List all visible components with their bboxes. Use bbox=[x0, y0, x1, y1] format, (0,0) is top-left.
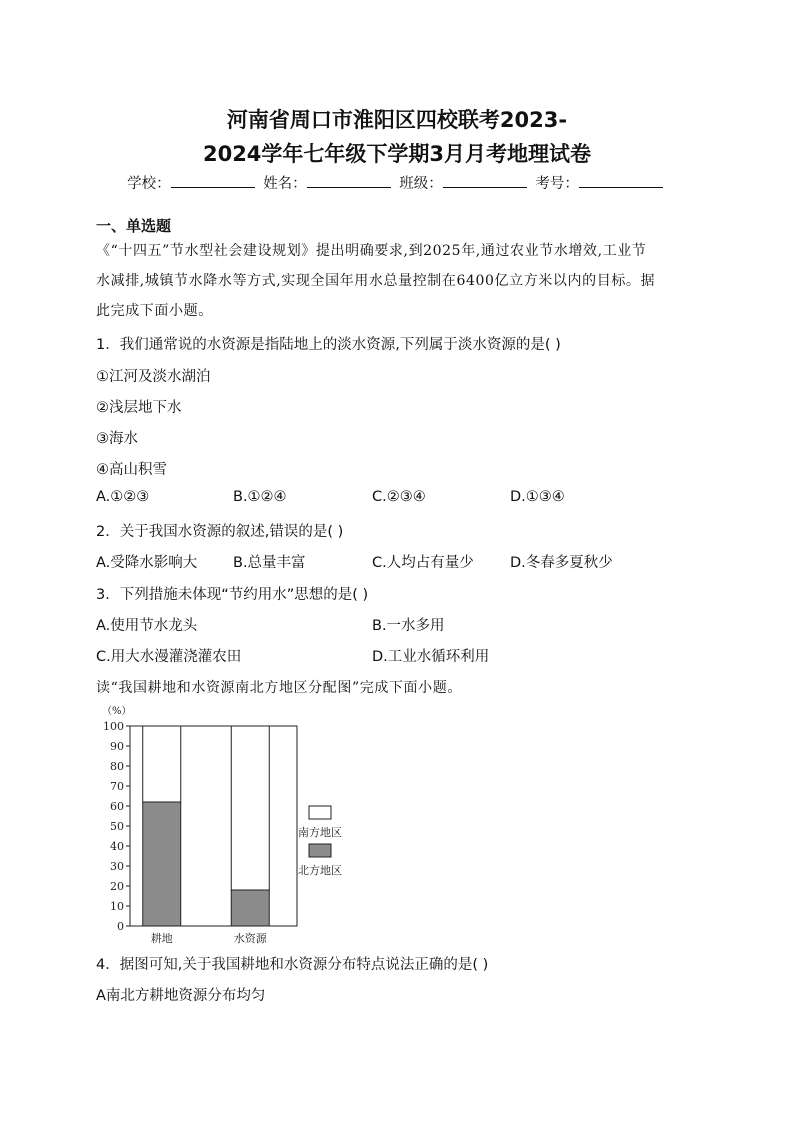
y-tick-label: 80 bbox=[110, 760, 124, 773]
question-item: ④高山积雪 bbox=[96, 462, 167, 478]
y-tick-label: 0 bbox=[117, 920, 124, 933]
school-label: 学校： bbox=[127, 176, 171, 192]
legend-label: 南方地区 bbox=[298, 826, 342, 839]
y-tick-label: 90 bbox=[110, 740, 124, 753]
name-label: 姓名： bbox=[263, 176, 307, 192]
section-title: 一、单选题 bbox=[96, 217, 172, 235]
y-tick-label: 70 bbox=[110, 780, 124, 793]
exam-number-label: 考号： bbox=[535, 176, 579, 192]
y-tick-label: 60 bbox=[110, 800, 124, 813]
option-a[interactable]: A.受降水影响大 bbox=[96, 555, 198, 571]
option-c[interactable]: C.②③④ bbox=[372, 489, 426, 505]
option-a[interactable]: A南北方耕地资源分布均匀 bbox=[96, 988, 266, 1004]
y-tick-label: 30 bbox=[110, 860, 124, 873]
option-c[interactable]: C.人均占有量少 bbox=[372, 555, 474, 571]
option-c[interactable]: C.用大水漫灌浇灌农田 bbox=[96, 649, 242, 665]
name-blank[interactable] bbox=[307, 173, 391, 188]
page-title-line2: 2024学年七年级下学期3月月考地理试卷 bbox=[202, 142, 592, 166]
exam-number-blank[interactable] bbox=[579, 173, 663, 188]
passage-1-line: 此完成下面小题。 bbox=[96, 303, 213, 319]
option-b[interactable]: B.一水多用 bbox=[372, 618, 445, 634]
y-tick-label: 10 bbox=[110, 900, 124, 913]
y-tick-label: 50 bbox=[110, 820, 124, 833]
option-d[interactable]: D.冬春多夏秋少 bbox=[510, 555, 613, 571]
x-tick-label: 耕地 bbox=[150, 932, 173, 945]
bar-south-0 bbox=[143, 726, 181, 802]
chart-legend bbox=[298, 806, 342, 877]
page-title-line1: 河南省周口市淮阳区四校联考2023- bbox=[226, 108, 568, 132]
student-info-row bbox=[0, 172, 794, 193]
question-item: ①江河及淡水湖泊 bbox=[96, 369, 211, 385]
y-tick-label: 20 bbox=[110, 880, 124, 893]
legend-swatch bbox=[309, 806, 331, 819]
question-item: ③海水 bbox=[96, 431, 138, 447]
question-stem: 1．我们通常说的水资源是指陆地上的淡水资源,下列属于淡水资源的是( ) bbox=[96, 337, 561, 353]
passage-1-line: 水减排,城镇节水降水等方式,实现全国年用水总量控制在6400亿立方米以内的目标。据 bbox=[96, 273, 656, 289]
chart-bars bbox=[143, 726, 270, 926]
y-tick-label: 100 bbox=[103, 720, 124, 733]
passage-2: 读“我国耕地和水资源南北方地区分配图”完成下面小题。 bbox=[96, 680, 462, 696]
passage-1-line: 《“十四五”节水型社会建设规划》提出明确要求,到2025年,通过农业节水增效,工业节 bbox=[96, 243, 647, 259]
option-b[interactable]: B.①②④ bbox=[233, 489, 287, 505]
option-b[interactable]: B.总量丰富 bbox=[233, 555, 306, 571]
y-unit-label: （%） bbox=[102, 706, 132, 717]
bar-north-0 bbox=[143, 802, 181, 926]
farmland-water-distribution-chart bbox=[92, 700, 362, 950]
legend-label: 北方地区 bbox=[298, 864, 342, 877]
option-d[interactable]: D.①③④ bbox=[510, 489, 565, 505]
option-d[interactable]: D.工业水循环利用 bbox=[372, 649, 490, 665]
question-stem: 3．下列措施未体现“节约用水”思想的是( ) bbox=[96, 587, 369, 603]
option-a[interactable]: A.①②③ bbox=[96, 489, 150, 505]
question-stem: 4．据图可知,关于我国耕地和水资源分布特点说法正确的是( ) bbox=[96, 957, 489, 973]
school-blank[interactable] bbox=[171, 173, 255, 188]
question-item: ②浅层地下水 bbox=[96, 400, 182, 416]
legend-swatch bbox=[309, 844, 331, 857]
option-a[interactable]: A.使用节水龙头 bbox=[96, 618, 198, 634]
y-tick-label: 40 bbox=[110, 840, 124, 853]
bar-north-1 bbox=[231, 890, 269, 926]
class-blank[interactable] bbox=[443, 173, 527, 188]
class-label: 班级： bbox=[399, 176, 443, 192]
bar-south-1 bbox=[231, 726, 269, 890]
question-stem: 2．关于我国水资源的叙述,错误的是( ) bbox=[96, 524, 344, 540]
x-tick-label: 水资源 bbox=[233, 932, 267, 945]
